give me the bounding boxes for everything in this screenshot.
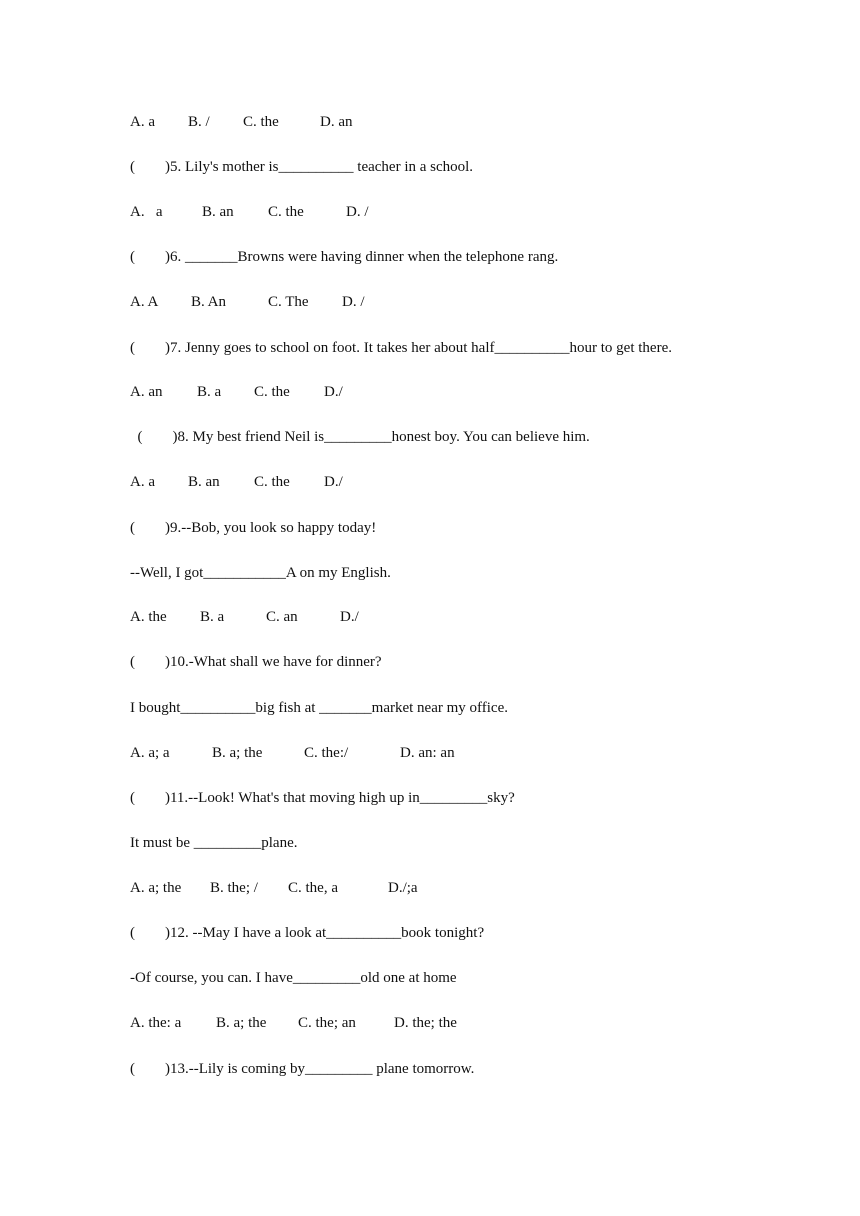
answer-option: A. a; the: [130, 880, 182, 896]
answer-option: D./: [340, 609, 359, 625]
answer-option: B. /: [188, 114, 210, 130]
answer-option: C. The: [268, 294, 309, 310]
question-text: ( )5. Lily's mother is__________ teacher in a school.: [130, 159, 474, 175]
answer-option: B. the; /: [210, 880, 258, 896]
question-text: --Well, I got___________A on my English.: [130, 565, 391, 581]
answer-option: C. the: [254, 474, 290, 490]
answer-option: C. the: [268, 204, 304, 220]
answer-option: B. a: [200, 609, 225, 625]
question-text: ( )11.--Look! What's that moving high up in_________sky?: [130, 790, 515, 806]
answer-option: C. the: [254, 384, 290, 400]
answer-option: A. a: [130, 204, 163, 220]
question-text: ( )7. Jenny goes to school on foot. It takes her about half__________hour to get there.: [130, 340, 672, 356]
question-text: It must be _________plane.: [130, 835, 298, 851]
answer-option: C. the: [243, 114, 279, 130]
answer-option: D./: [324, 474, 343, 490]
question-text: -Of course, you can. I have_________old one at home: [130, 970, 457, 986]
answer-option: B. An: [191, 294, 227, 310]
question-text: ( )6. _______Browns were having dinner when the telephone rang.: [130, 249, 559, 265]
answer-option: A. the: [130, 609, 167, 625]
answer-option: C. the; an: [298, 1015, 356, 1031]
answer-option: A. a: [130, 474, 155, 490]
answer-option: A. a; a: [130, 745, 170, 761]
answer-option: A. an: [130, 384, 163, 400]
answer-option: D. an: an: [400, 745, 455, 761]
question-text: ( )9.--Bob, you look so happy today!: [130, 520, 377, 536]
answer-option: A. a: [130, 114, 155, 130]
answer-option: B. a; the: [212, 745, 263, 761]
answer-option: D. /: [346, 204, 369, 220]
question-text: ( )13.--Lily is coming by_________ plane tomorrow.: [130, 1061, 475, 1077]
answer-option: C. the:/: [304, 745, 349, 761]
question-text: I bought__________big fish at _______market near my office.: [130, 700, 508, 716]
answer-option: B. an: [188, 474, 220, 490]
answer-option: D. /: [342, 294, 365, 310]
answer-option: D. the; the: [394, 1015, 457, 1031]
answer-option: A. A: [130, 294, 159, 310]
answer-option: B. a: [197, 384, 222, 400]
question-text: ( )12. --May I have a look at__________book tonight?: [130, 925, 485, 941]
answer-option: B. an: [202, 204, 234, 220]
answer-option: A. the: a: [130, 1015, 182, 1031]
answer-option: D./;a: [388, 880, 418, 896]
answer-option: B. a; the: [216, 1015, 267, 1031]
answer-option: D./: [324, 384, 343, 400]
answer-option: C. an: [266, 609, 298, 625]
answer-option: D. an: [320, 114, 353, 130]
question-text: ( )8. My best friend Neil is_________honest boy. You can believe him.: [130, 429, 590, 445]
question-text: ( )10.-What shall we have for dinner?: [130, 654, 382, 670]
answer-option: C. the, a: [288, 880, 338, 896]
